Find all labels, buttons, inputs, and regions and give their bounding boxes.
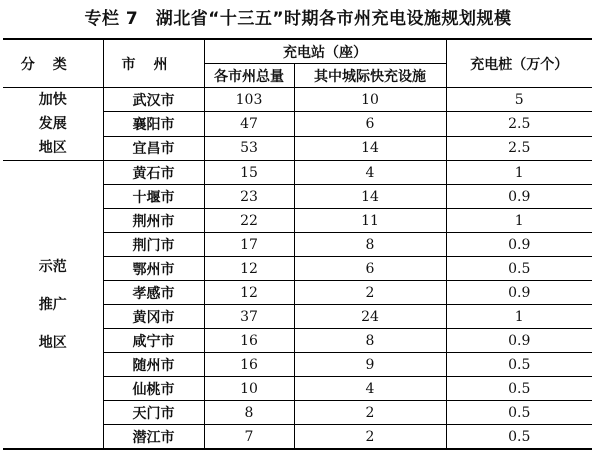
piles-cell: 2.5 — [446, 112, 592, 136]
intercity-cell: 2 — [294, 401, 446, 425]
header-city: 市州 — [103, 39, 204, 88]
piles-cell: 2.5 — [446, 136, 592, 160]
category-label: 示范 — [38, 258, 67, 275]
header-piles: 充电桩（万个） — [446, 39, 592, 88]
page-title: 专栏 7 湖北省“十三五”时期各市州充电设施规划规模 — [84, 9, 512, 29]
table-row — [3, 161, 592, 185]
total-cell: 12 — [204, 281, 294, 305]
category-cell — [3, 88, 103, 161]
piles-cell: 1 — [446, 209, 592, 233]
total-cell: 16 — [204, 329, 294, 353]
category-label: 发展 — [38, 116, 67, 132]
city-cell: 十堰市 — [103, 185, 204, 209]
category-label: 地区 — [38, 334, 67, 351]
city-cell: 荆州市 — [103, 209, 204, 233]
city-cell: 黄冈市 — [103, 305, 204, 329]
city-cell: 襄阳市 — [103, 112, 204, 136]
intercity-cell: 8 — [294, 233, 446, 257]
intercity-cell: 6 — [294, 257, 446, 281]
intercity-cell: 24 — [294, 305, 446, 329]
intercity-cell: 10 — [294, 88, 446, 112]
intercity-cell: 6 — [294, 112, 446, 136]
piles-cell: 1 — [446, 305, 592, 329]
piles-cell: 0.9 — [446, 233, 592, 257]
table-row — [3, 88, 592, 112]
total-cell: 16 — [204, 353, 294, 377]
header-stations: 充电站（座） — [204, 39, 446, 64]
total-cell: 37 — [204, 305, 294, 329]
total-cell: 103 — [204, 88, 294, 112]
piles-cell: 0.5 — [446, 353, 592, 377]
total-cell: 47 — [204, 112, 294, 136]
header-intercity: 其中城际快充设施 — [294, 64, 446, 88]
city-cell: 天门市 — [103, 401, 204, 425]
category-label: 地区 — [38, 140, 67, 156]
piles-cell: 0.9 — [446, 185, 592, 209]
piles-cell: 0.9 — [446, 329, 592, 353]
piles-cell: 0.5 — [446, 377, 592, 401]
piles-cell: 0.9 — [446, 281, 592, 305]
piles-cell: 0.5 — [446, 425, 592, 450]
total-cell: 10 — [204, 377, 294, 401]
city-cell: 孝感市 — [103, 281, 204, 305]
city-cell: 鄂州市 — [103, 257, 204, 281]
city-cell: 荆门市 — [103, 233, 204, 257]
city-cell: 仙桃市 — [103, 377, 204, 401]
total-cell: 12 — [204, 257, 294, 281]
header-category: 分类 — [3, 39, 103, 88]
intercity-cell: 11 — [294, 209, 446, 233]
city-cell: 随州市 — [103, 353, 204, 377]
intercity-cell: 2 — [294, 425, 446, 450]
piles-cell: 0.5 — [446, 401, 592, 425]
total-cell: 22 — [204, 209, 294, 233]
charging-plan-table — [3, 38, 592, 450]
piles-cell: 1 — [446, 161, 592, 185]
total-cell: 17 — [204, 233, 294, 257]
intercity-cell: 9 — [294, 353, 446, 377]
total-cell: 53 — [204, 136, 294, 160]
intercity-cell: 14 — [294, 136, 446, 160]
city-cell: 宜昌市 — [103, 136, 204, 160]
total-cell: 8 — [204, 401, 294, 425]
city-cell: 武汉市 — [103, 88, 204, 112]
intercity-cell: 2 — [294, 281, 446, 305]
header-total: 各市州总量 — [204, 64, 294, 88]
city-cell: 潜江市 — [103, 425, 204, 450]
city-cell: 咸宁市 — [103, 329, 204, 353]
city-cell: 黄石市 — [103, 161, 204, 185]
total-cell: 7 — [204, 425, 294, 450]
category-cell — [3, 161, 103, 450]
intercity-cell: 4 — [294, 377, 446, 401]
intercity-cell: 4 — [294, 161, 446, 185]
piles-cell: 0.5 — [446, 257, 592, 281]
category-label: 加快 — [38, 92, 67, 108]
table-body — [3, 88, 592, 450]
piles-cell: 5 — [446, 88, 592, 112]
category-label: 推广 — [38, 296, 67, 313]
total-cell: 15 — [204, 161, 294, 185]
intercity-cell: 14 — [294, 185, 446, 209]
total-cell: 23 — [204, 185, 294, 209]
intercity-cell: 8 — [294, 329, 446, 353]
